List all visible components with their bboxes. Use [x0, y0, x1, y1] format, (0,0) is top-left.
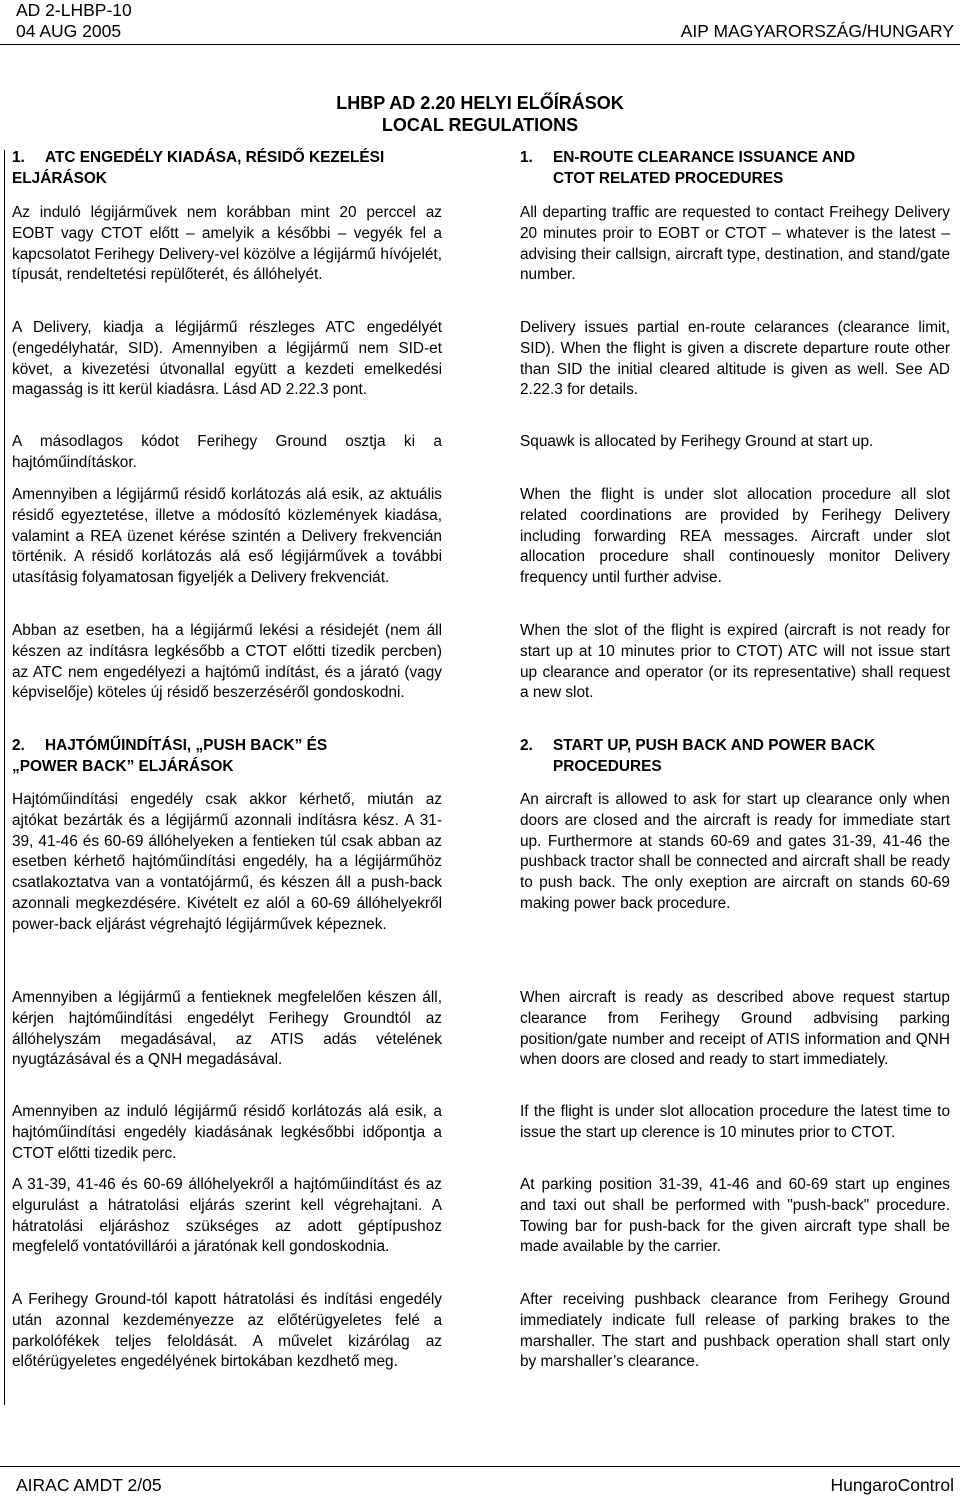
hu-paragraph-3: A másodlagos kódot Ferihegy Ground osztja ki a hajtóműindításkor. [12, 433, 442, 471]
en-paragraph-8: If the flight is under slot allocation procedure the latest time to issue the start up clerence is 10 minutes prior to CTOT. [520, 1103, 950, 1141]
en-paragraph-7: When aircraft is ready as described above request startup clearance from Ferihegy Ground adbvising parking position/gate number and receipt of ATIS information and QNH when doors are closed and ready to start immediately. [520, 989, 950, 1069]
en-paragraph-6: An aircraft is allowed to ask for start up clearance only when doors are closed and the aircraft is ready for immediate start up. Furthermore at stands 60-69 and gates 31-39, 41-46 the pushback tractor shall be connected and aircraft shall be ready to push back. The only exeption are aircraft on stands 60-69 making power back procedure. [520, 791, 950, 912]
hu-section-1-title-b: ELJÁRÁSOK [12, 169, 107, 187]
hu-paragraph-2: A Delivery, kiadja a légijármű részleges ATC engedélyét (engedélyhatár, SID). Amennyiben a légijármű nem SID-et követ, a kivezetési útvonallal együtt a kezdeti emelkedési magasság is itt kerül kiadásra. Lásd AD 2.22.3 pont. [12, 319, 442, 399]
publisher-name: HungaroControl [830, 1475, 954, 1495]
page-title [0, 92, 960, 136]
hu-paragraph-4: Amennyiben a légijármű résidő korlátozás alá esik, az aktuális résidő egyeztetése, illetve a módosító közlemények kiadása, valamint a REA üzenet kérése szintén a Delivery frekvencián történik. A résidő korlátozás alá eső légijárművek a további utasításig folyamatosan figyeljék a Delivery frekvenciát. [12, 486, 442, 587]
change-bar [4, 150, 5, 1405]
en-section-1-heading [520, 148, 948, 190]
en-paragraph-1: All departing traffic are requested to contact Freihegy Delivery 20 minutes proir to EOBT or CTOT – whatever is the latest – advising their callsign, aircraft type, destination, and stand/gate number. [520, 204, 950, 284]
document-id: AD 2-LHBP-10 [16, 0, 132, 20]
en-section-2-title-b: PROCEDURES [553, 757, 662, 775]
title-line-1: LHBP AD 2.20 HELYI ELŐÍRÁSOK [336, 93, 624, 113]
en-section-1-number: 1. [520, 149, 533, 166]
en-section-1-title-a: EN-ROUTE CLEARANCE ISSUANCE AND [553, 149, 856, 166]
page-header-left [16, 0, 132, 42]
en-section-1-title-b: CTOT RELATED PROCEDURES [553, 169, 784, 187]
en-section-2-number: 2. [520, 737, 533, 754]
hu-paragraph-9: A 31-39, 41-46 és 60-69 állóhelyekről a hajtóműindítást és az elgurulást a hátratolási eljárás szerint kell végrehajtani. A hátratolási eljáráshoz szükséges az adott géptípushoz megfelelő vontatóvillárói a járatónak kell gondoskodnia. [12, 1176, 442, 1256]
hu-paragraph-1: Az induló légijárművek nem korábban mint 20 perccel az EOBT vagy CTOT előtt – amelyik a későbbi – vegyék fel a kapcsolatot Ferihegy Delivery-vel közölve a légijármű hívójelét, típusát, rendeltetési repülőterét, és állóhelyét. [12, 204, 442, 284]
en-section-2-title-a: START UP, PUSH BACK AND POWER BACK [553, 737, 876, 754]
document-date: 04 AUG 2005 [16, 21, 122, 41]
en-paragraph-5: When the slot of the flight is expired (aircraft is not ready for start up at 10 minutes prior to CTOT) ATC will not issue start up clearance and operator (or its representative) shall request a new slot. [520, 622, 950, 702]
hu-section-1-number: 1. [12, 149, 25, 166]
header-rule [0, 44, 960, 45]
hu-paragraph-8: Amennyiben az induló légijármű résidő korlátozás alá esik, a hajtóműindítási engedély kiadásának legkésőbbi időpontja a CTOT előtti tizedik perc. [12, 1103, 442, 1162]
hu-section-1-title-a: ATC ENGEDÉLY KIADÁSA, RÉSIDŐ KEZELÉSI [45, 149, 385, 166]
hu-paragraph-5: Abban az esetben, ha a légijármű lekési a résidejét (nem áll készen az indításra legkésőbb a CTOT előtti tizedik percben) az ATC nem engedélyezi a hajtómű indítást, és a járató (vagy képviselője) köteles új résidő beszerzéséről gondoskodni. [12, 622, 442, 702]
hu-section-2-title-a: HAJTÓMŰINDÍTÁSI, „PUSH BACK” ÉS [45, 737, 328, 754]
en-paragraph-4: When the flight is under slot allocation procedure all slot related coordinations are provided by Ferihegy Delivery including forwarding REA messages. Aircraft under slot allocation procedure shall continouesly monitor Delivery frequency until further advise. [520, 486, 950, 587]
en-paragraph-3: Squawk is allocated by Ferihegy Ground at start up. [520, 433, 874, 450]
hu-paragraph-10: A Ferihegy Ground-tól kapott hátratolási és indítási engedély után azonnal kezdeményezze az előtérügyeletes felé a parkolófékek teljes feloldását. A művelet kizárólag az előtérügyeletes engedélyének birtokában kezdhető meg. [12, 1291, 442, 1371]
hu-section-1-heading [12, 148, 440, 190]
hu-paragraph-7: Amennyiben a légijármű a fentieknek megfelelően készen áll, kérjen hajtóműindítási engedélyt Ferihegy Groundtól az állóhelyszám megadásával, az ATIS adás vételének nyugtázásával és a QNH megadásával. [12, 989, 442, 1069]
footer-rule [0, 1466, 960, 1467]
hu-section-2-number: 2. [12, 737, 25, 754]
title-line-2: LOCAL REGULATIONS [381, 115, 579, 135]
hu-section-2-title-b: „POWER BACK” ELJÁRÁSOK [12, 757, 234, 775]
en-paragraph-10: After receiving pushback clearance from Ferihegy Ground immediately indicate full release of parking brakes to the marshaller. The start and pushback operation shall start only by marshaller’s clearance. [520, 1291, 950, 1371]
en-section-2-heading [520, 736, 948, 778]
publication-title: AIP MAGYARORSZÁG/HUNGARY [680, 21, 954, 41]
hu-section-2-heading [12, 736, 440, 778]
en-paragraph-9: At parking position 31-39, 41-46 and 60-69 start up engines and taxi out shall be performed with "push-back" procedure. Towing bar for push-back for the given aircraft type shall be made available by the carrier. [520, 1176, 950, 1256]
en-paragraph-2: Delivery issues partial en-route celarances (clearance limit, SID). When the flight is given a discrete departure route other than SID the initial cleared altitude is given as well. See AD 2.22.3 for details. [520, 319, 950, 399]
hu-paragraph-6: Hajtóműindítási engedély csak akkor kérhető, miután az ajtókat bezárták és a légijármű azonnali indításra kész. A 31-39, 41-46 és 60-69 állóhelyeken a fentieken túl csak abban az esetben kérhető hajtóműindítási engedély, ha a légijárműhöz csatlakoztatva van a vontatójármű, és készen áll a push-back azonnali megkezdésére. Kivételt ez alól a 60-69 állóhelyekről power-back eljárást végrehajtó légijárművek képeznek. [12, 791, 442, 933]
airac-amendment: AIRAC AMDT 2/05 [16, 1475, 162, 1495]
